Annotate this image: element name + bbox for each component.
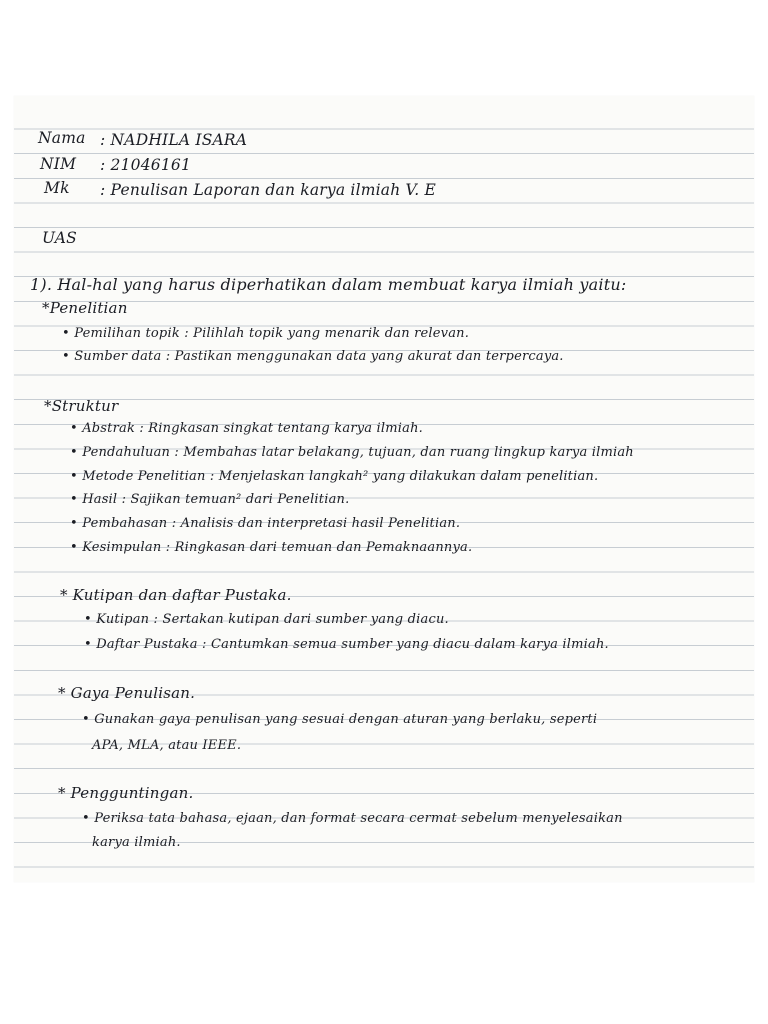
list-item: • Periksa tata bahasa, ejaan, dan format secara cermat sebelum menyelesaikan [82, 811, 623, 826]
section-title-penelitian: *Penelitian [42, 299, 128, 317]
list-item-continuation: karya ilmiah. [92, 835, 181, 850]
list-item: • Pemilihan topik : Pilihlah topik yang menarik dan relevan. [62, 326, 470, 341]
exam-title: UAS [42, 229, 77, 247]
mk-value: : Penulisan Laporan dan karya ilmiah V. E [100, 181, 437, 199]
nim-label: NIM [40, 155, 77, 173]
list-item: • Sumber data : Pastikan menggunakan data yang akurat dan terpercaya. [62, 349, 564, 364]
list-item: • Abstrak : Ringkasan singkat tentang karya ilmiah. [70, 421, 424, 436]
name-label: Nama [38, 129, 86, 147]
section-title-struktur: *Struktur [44, 397, 119, 415]
list-item: • Pendahuluan : Membahas latar belakang, tujuan, dan ruang lingkup karya ilmiah [70, 445, 634, 460]
list-item: • Gunakan gaya penulisan yang sesuai dengan aturan yang berlaku, seperti [82, 712, 598, 727]
section-title-kutipan: * Kutipan dan daftar Pustaka. [60, 586, 292, 604]
list-item: • Hasil : Sajikan temuan² dari Penelitian. [70, 492, 350, 507]
list-item: • Metode Penelitian : Menjelaskan langkah² yang dilakukan dalam penelitian. [70, 469, 599, 484]
list-item: • Pembahasan : Analisis dan interpretasi hasil Penelitian. [70, 516, 461, 531]
question-text: 1). Hal-hal yang harus diperhatikan dalam membuat karya ilmiah yaitu: [30, 275, 627, 294]
section-title-pengguntingan: * Pengguntingan. [58, 784, 194, 802]
list-item: • Kesimpulan : Ringkasan dari temuan dan Pemaknaannya. [70, 540, 473, 555]
nim-value: : 21046161 [100, 156, 192, 174]
lined-paper-sheet [14, 96, 754, 882]
mk-label: Mk [44, 179, 70, 197]
list-item: • Daftar Pustaka : Cantumkan semua sumber yang diacu dalam karya ilmiah. [84, 637, 609, 652]
section-title-gaya-penulisan: * Gaya Penulisan. [58, 684, 196, 702]
name-value: : NADHILA ISARA [100, 131, 248, 149]
list-item-continuation: APA, MLA, atau IEEE. [92, 738, 242, 753]
list-item: • Kutipan : Sertakan kutipan dari sumber yang diacu. [84, 612, 449, 627]
